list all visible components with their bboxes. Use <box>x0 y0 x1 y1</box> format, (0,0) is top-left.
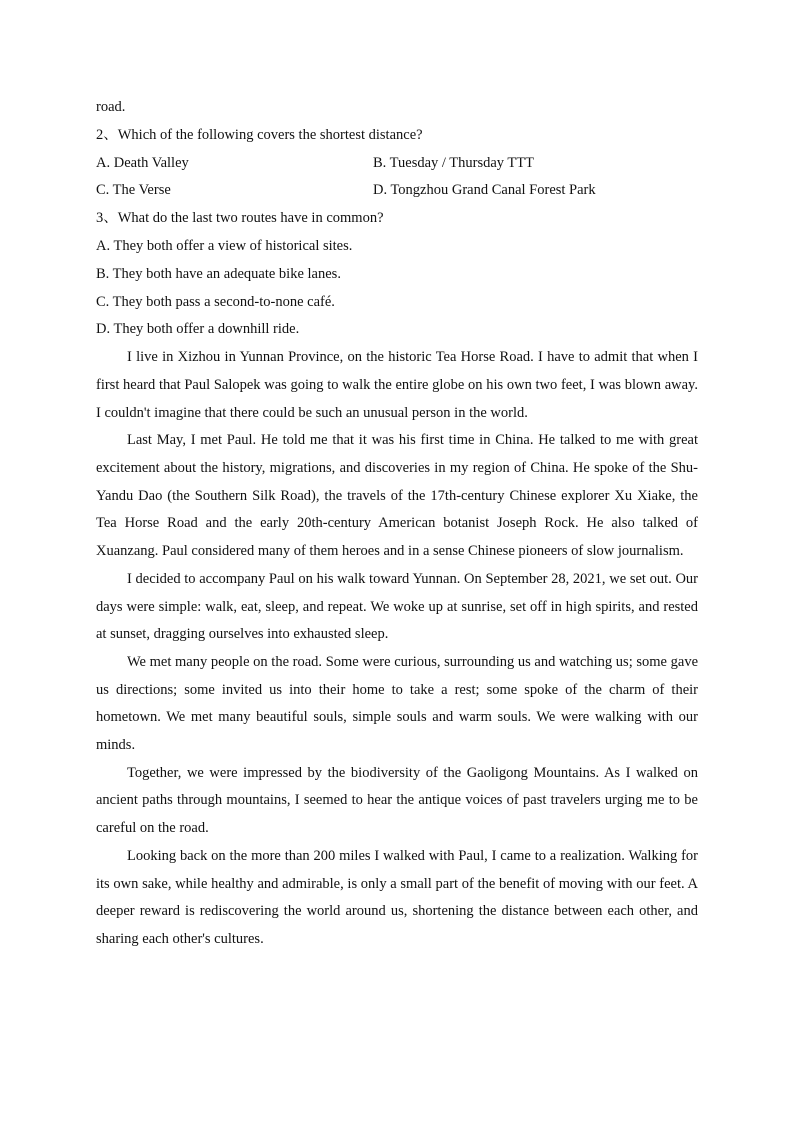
passage-paragraph: Looking back on the more than 200 miles I walked with Paul, I came to a realization. Walking for its own sake, while healthy and admirable, is only a small part of the benefit of moving with our feet. A deeper reward is rediscovering the world around us, shortening the distance between each other, and sharing each other's cultures. <box>96 847 698 947</box>
question-2-option-b[interactable]: B. Tuesday / Thursday TTT <box>373 154 534 171</box>
passage-paragraph: I decided to accompany Paul on his walk toward Yunnan. On September 28, 2021, we set out. Our days were simple: walk, eat, sleep, and repeat. We woke up at sunrise, set off in high spirits, and rested at sunset, dragging ourselves into exhausted sleep. <box>96 570 698 643</box>
passage-paragraph: Last May, I met Paul. He told me that it was his first time in China. He talked to me with great excitement about the history, migrations, and discoveries in my region of China. He spoke of the Shu- Yandu Dao (the Southern Silk Road), the travels of the 17th-century Chinese explorer Xu Xiake, the Tea Horse Road and the early 20th-century American botanist Joseph Rock. He also talked of Xuanzang. Paul considered many of them heroes and in a sense Chinese pioneers of slow journalism. <box>96 432 698 560</box>
passage-paragraph: We met many people on the road. Some were curious, surrounding us and watching us; some gave us directions; some invited us into their home to take a rest; some spoke of the charm of their hometown. We met many beautiful souls, simple souls and warm souls. We were walking with our minds. <box>96 653 698 754</box>
reading-passage <box>96 344 698 953</box>
document-page <box>96 94 698 954</box>
question-3-stem: 3、What do the last two routes have in common? <box>96 210 384 227</box>
question-3-option-b[interactable]: B. They both have an adequate bike lanes. <box>96 265 341 282</box>
question-2-option-c[interactable]: C. The Verse <box>96 182 171 199</box>
passage-paragraph: I live in Xizhou in Yunnan Province, on the historic Tea Horse Road. I have to admit that when I first heard that Paul Salopek was going to walk the entire globe on his own two feet, I was blown away. I couldn't imagine that there could be such an unusual person in the world. <box>96 349 698 421</box>
question-2-option-d[interactable]: D. Tongzhou Grand Canal Forest Park <box>373 182 596 199</box>
question-3-option-c[interactable]: C. They both pass a second-to-none café. <box>96 293 335 310</box>
question-2-options-row-2 <box>96 177 698 205</box>
passage-paragraph: Together, we were impressed by the biodiversity of the Gaoligong Mountains. As I walked on ancient paths through mountains, I seemed to hear the antique voices of past travelers urging me to be careful on the road. <box>96 764 698 837</box>
question-3-option-a[interactable]: A. They both offer a view of historical sites. <box>96 237 353 254</box>
question-2-stem: 2、Which of the following covers the shortest distance? <box>96 126 423 143</box>
question-3-option-d[interactable]: D. They both offer a downhill ride. <box>96 321 300 338</box>
question-2-option-a[interactable]: A. Death Valley <box>96 154 189 171</box>
question-2-options-row-1 <box>96 150 698 178</box>
previous-page-fragment: road. <box>96 99 126 115</box>
